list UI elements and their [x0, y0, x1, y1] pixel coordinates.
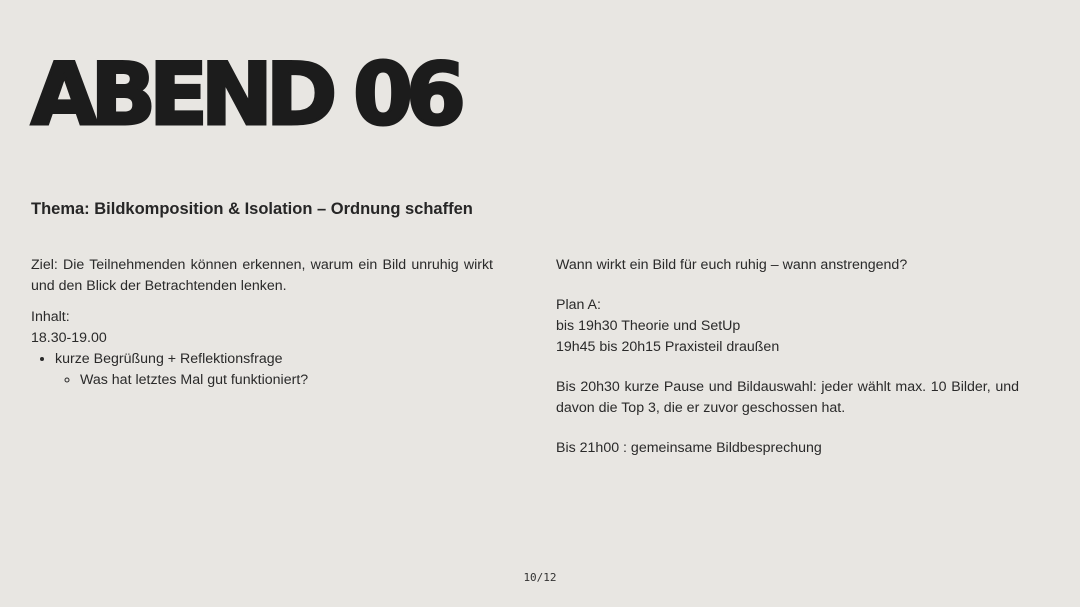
slide-title: ABEND 06 [31, 45, 459, 145]
right-column [556, 255, 1019, 459]
left-column [31, 255, 493, 391]
agenda-list [31, 349, 493, 391]
list-item [55, 349, 493, 391]
reflection-question: Wann wirkt ein Bild für euch ruhig – wann anstrengend? [556, 257, 908, 273]
list-item-text: kurze Begrüßung + Reflektionsfrage [55, 351, 283, 367]
page-number: 10/12 [523, 571, 557, 584]
slide-subtitle: Thema: Bildkomposition & Isolation – Ordnung schaffen [31, 200, 473, 218]
plan-line-1: bis 19h30 Theorie und SetUp [556, 318, 741, 334]
time-range: 18.30-19.00 [31, 330, 107, 346]
sub-list [55, 370, 493, 391]
plan-label: Plan A: [556, 297, 601, 313]
plan-line-2: 19h45 bis 20h15 Praxisteil draußen [556, 339, 780, 355]
goal-paragraph: Ziel: Die Teilnehmenden können erkennen, warum ein Bild unruhig wirkt und den Blick der Betrachtenden lenken. [31, 257, 493, 294]
final-paragraph: Bis 21h00 : gemeinsame Bildbesprechung [556, 440, 822, 456]
content-label: Inhalt: [31, 309, 70, 325]
pause-paragraph: Bis 20h30 kurze Pause und Bildauswahl: jeder wählt max. 10 Bilder, und davon die Top 3, die er zuvor geschossen hat. [556, 379, 1019, 416]
sub-list-item: ◦ Was hat letztes Mal gut funktioniert? [80, 370, 493, 391]
